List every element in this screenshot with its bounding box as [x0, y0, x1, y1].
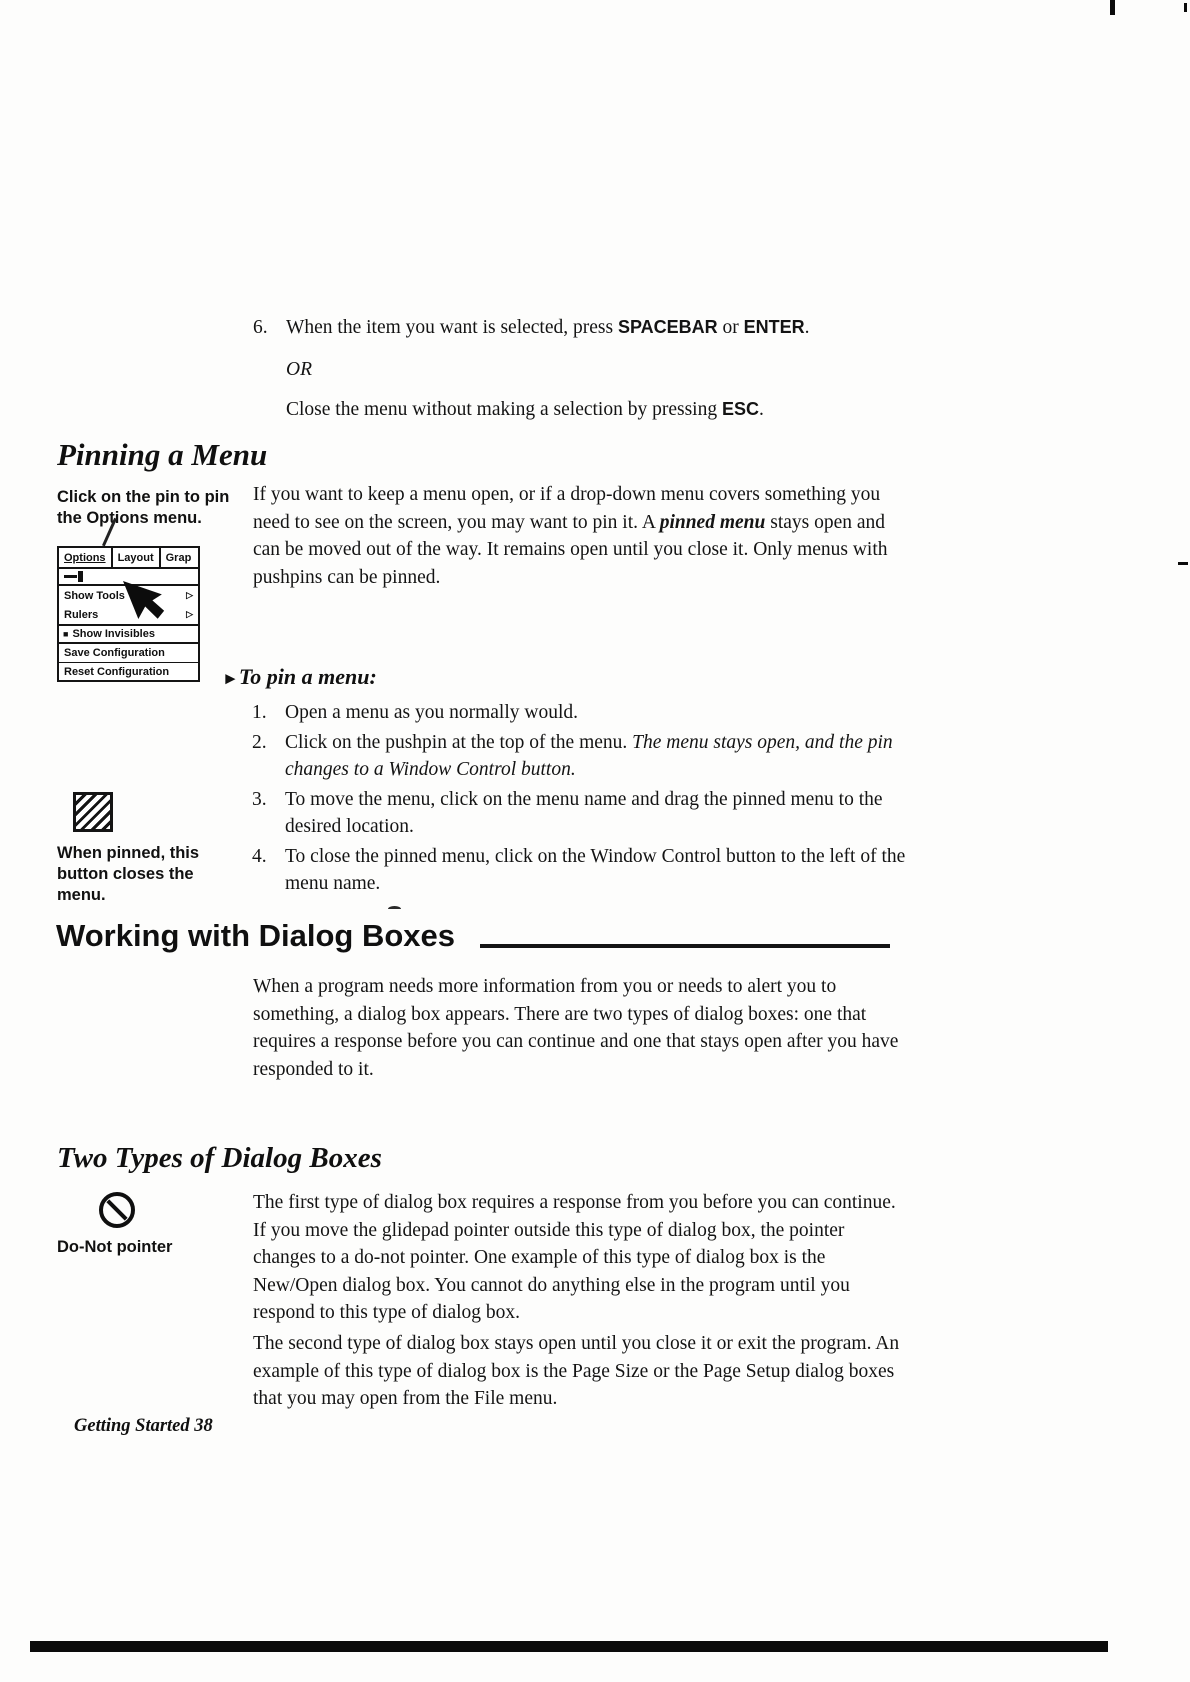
menu-item-grap: Grap [165, 551, 192, 564]
step-text [285, 729, 912, 784]
step-6-text-seg: . [804, 317, 810, 338]
pin-intro-paragraph [253, 481, 901, 591]
do-not-pointer-caption: Do-Not pointer [57, 1238, 173, 1256]
pinned-button-caption: When pinned, this button closes the menu. [57, 844, 200, 904]
esc-key-label: ESC [721, 399, 759, 419]
step-text-seg: Open a menu as you normally would. [285, 702, 578, 723]
menu-item-label: Rulers [64, 608, 99, 621]
step-6-number: 6. [253, 317, 268, 338]
scan-artifact-right-dash [1178, 562, 1188, 565]
heading-rule [480, 944, 890, 948]
enter-key-label: ENTER [743, 317, 805, 337]
pin-intro-seg: If you want to keep a menu open, or if a drop-down menu covers something you need to see on the screen, you may want to pin it. A [253, 484, 881, 533]
two-types-heading: Two Types of Dialog Boxes [57, 1142, 382, 1174]
second-type-paragraph: The second type of dialog box stays open until you close it or exit the program. An example of this type of dialog box is the Page Size or the Page Setup dialog boxes that you may open from the File menu. [253, 1333, 900, 1409]
first-type-paragraph: The first type of dialog box requires a response from you before you can continue. If you move the glidepad pointer outside this type of dialog box, the pointer changes to a do-not pointer. One example of this type of dialog box is the New/Open dialog box. You cannot do anything else in the program until you respond to this type of dialog box. [253, 1192, 896, 1323]
step-6-text-seg: When the item you want is selected, press [286, 317, 618, 338]
pin-margin-note-line2: the Options menu. [57, 509, 202, 527]
step-6-text [286, 314, 923, 342]
pinning-a-menu-heading: Pinning a Menu [57, 437, 268, 472]
arrow-bullet-icon: ► [222, 669, 239, 688]
scan-artifact-corner-mark [1184, 3, 1187, 12]
menu-item-label: Show Invisibles [72, 628, 155, 640]
to-pin-a-menu-subheading [222, 664, 377, 690]
pin-margin-note [57, 487, 257, 529]
step-text-em: The menu stays open, and the pin changes to a Window Control button. [285, 731, 893, 780]
step-6-text-seg: or [717, 317, 744, 338]
step-number: 2. [252, 731, 267, 753]
pin-margin-note-line1: Click on the pin to pin [57, 488, 230, 506]
menu-item-show-invisibles [59, 626, 198, 644]
scan-squiggle-artifact [388, 906, 401, 912]
dialog-intro-paragraph: When a program needs more information from you or needs to alert you to something, a dialog box appears. There are two types of dialog boxes: one that requires a response before you can continue and one that stays open after you have responded to it. [253, 976, 899, 1080]
step-number: 1. [252, 702, 267, 723]
submenu-arrow-icon: ▷ [186, 609, 193, 619]
menu-item-layout: Layout [113, 548, 161, 567]
step-text-seg: Click on the pushpin at the top of the menu. [285, 731, 633, 753]
checked-square-icon: ■ [63, 628, 69, 639]
step-text-seg: To close the pinned menu, click on the Window Control button to the left of the menu name. [285, 845, 906, 894]
footer-page-label: Getting Started 38 [74, 1416, 213, 1436]
pushpin-icon [64, 571, 83, 582]
scan-artifact-bottom-bar [30, 1641, 1108, 1652]
scan-artifact-top-tick [1110, 0, 1115, 15]
menu-item-reset-configuration: Reset Configuration [59, 662, 198, 680]
spacebar-key-label: SPACEBAR [617, 317, 718, 337]
menu-item-label: Show Tools [64, 589, 125, 602]
to-pin-a-menu-label: To pin a menu: [238, 664, 377, 689]
do-not-slash [106, 1199, 127, 1220]
step-number: 4. [252, 845, 267, 867]
step-6-line [253, 314, 923, 342]
step-6-block [253, 314, 923, 424]
window-control-button-icon [73, 792, 113, 832]
close-menu-text-seg: . [759, 399, 764, 420]
step-text [285, 699, 912, 727]
step-text [285, 843, 912, 898]
step-number: 3. [252, 788, 267, 810]
do-not-pointer-icon [99, 1192, 135, 1228]
close-menu-text-seg: Close the menu without making a selection by pressing [286, 399, 722, 420]
step-text-seg: To move the menu, click on the menu name and drag the pinned menu to the desired location. [285, 788, 883, 837]
menu-item-save-configuration: Save Configuration [64, 647, 165, 659]
pin-step-1 [252, 699, 912, 727]
step-text [285, 786, 912, 841]
close-menu-line [286, 396, 923, 424]
pin-intro-seg: stays open and can be moved out of the way. It remains open until you close it. Only menus with pushpins can be pinned. [253, 511, 888, 588]
menu-item-options: Options [59, 548, 113, 567]
pin-step-3 [252, 786, 912, 841]
pinned-menu-emphasis: pinned menu [659, 511, 766, 533]
menu-config-group [59, 644, 198, 680]
pin-step-4 [252, 843, 912, 898]
or-text: OR [286, 358, 312, 380]
submenu-arrow-icon: ▷ [186, 590, 193, 600]
working-with-dialog-boxes-heading: Working with Dialog Boxes [56, 918, 456, 953]
pin-steps-list [252, 699, 912, 898]
pin-step-2 [252, 729, 912, 784]
